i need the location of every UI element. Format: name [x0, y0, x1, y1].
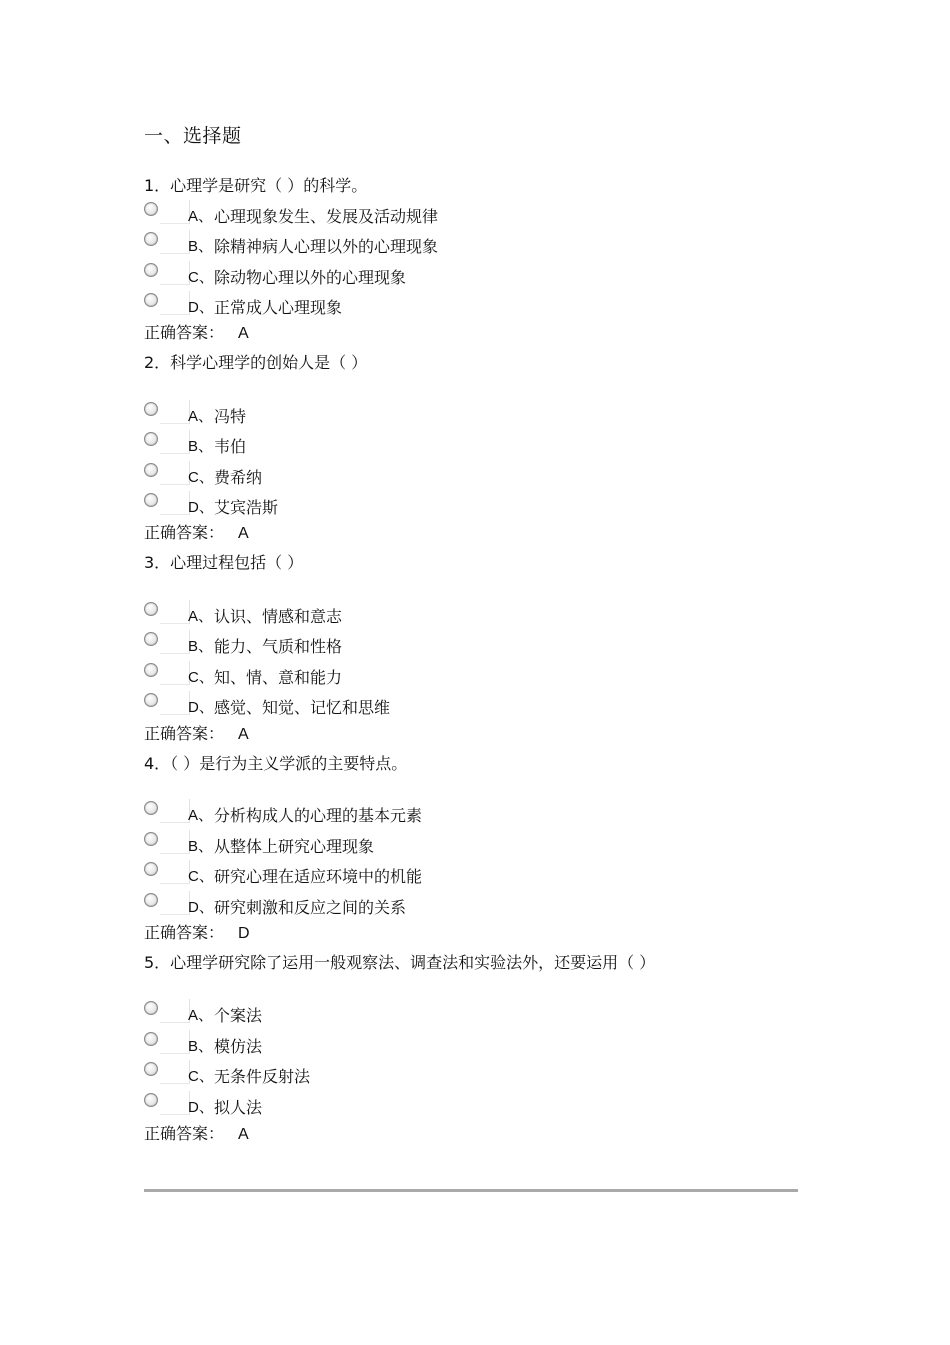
radio-button-icon[interactable] [144, 202, 158, 216]
option-text: 从整体上研究心理现象 [214, 837, 375, 856]
question-5-answer [144, 1121, 249, 1144]
section-title: 一、选择题 [144, 125, 242, 147]
question-5-option-a[interactable] [144, 999, 744, 1025]
option-text: 研究心理在适应环境中的机能 [214, 867, 423, 886]
radio-button-icon[interactable] [144, 602, 158, 616]
question-2-option-c[interactable] [144, 461, 744, 487]
option-letter: D、 [188, 699, 214, 716]
question-1-option-a[interactable] [144, 200, 744, 226]
option-letter: A、 [188, 807, 214, 824]
option-text: 正常成人心理现象 [214, 298, 343, 317]
option-letter: B、 [188, 438, 214, 455]
option-text: 认识、情感和意志 [214, 607, 343, 626]
question-2-text: 2．科学心理学的创始人是（ ） [144, 353, 368, 372]
question-1-option-b[interactable] [144, 230, 744, 256]
option-text: 知、情、意和能力 [214, 668, 343, 687]
horizontal-divider [144, 1189, 798, 1192]
option-text: 模仿法 [214, 1037, 263, 1056]
question-4-text: 4．（ ）是行为主义学派的主要特点。 [144, 754, 408, 773]
answer-value: A [238, 1126, 249, 1143]
option-letter: B、 [188, 238, 214, 255]
answer-value: A [238, 525, 249, 542]
question-5-option-c[interactable] [144, 1060, 744, 1086]
option-letter: C、 [188, 1068, 214, 1085]
question-3-option-a[interactable] [144, 600, 744, 626]
radio-button-icon[interactable] [144, 693, 158, 707]
option-letter: C、 [188, 669, 214, 686]
answer-label: 正确答案： [144, 724, 225, 743]
radio-button-icon[interactable] [144, 862, 158, 876]
question-4-option-d[interactable] [144, 891, 744, 917]
option-text: 心理现象发生、发展及活动规律 [214, 207, 439, 226]
option-text: 韦伯 [214, 437, 247, 456]
radio-button-icon[interactable] [144, 232, 158, 246]
option-letter: B、 [188, 638, 214, 655]
question-2-option-a[interactable] [144, 400, 744, 426]
radio-button-icon[interactable] [144, 832, 158, 846]
question-1-answer [144, 320, 249, 343]
question-2-option-b[interactable] [144, 430, 744, 456]
option-text: 拟人法 [214, 1098, 263, 1117]
radio-button-icon[interactable] [144, 432, 158, 446]
option-text: 无条件反射法 [214, 1067, 311, 1086]
option-text: 感觉、知觉、记忆和思维 [214, 698, 391, 717]
question-1-option-d[interactable] [144, 291, 744, 317]
radio-button-icon[interactable] [144, 1062, 158, 1076]
option-text: 费希纳 [214, 468, 263, 487]
question-1-option-c[interactable] [144, 261, 744, 287]
option-letter: D、 [188, 899, 214, 916]
answer-label: 正确答案： [144, 923, 225, 942]
option-text: 研究刺激和反应之间的关系 [214, 898, 407, 917]
question-5-text: 5．心理学研究除了运用一般观察法、调查法和实验法外，还要运用（ ） [144, 953, 656, 972]
question-3-option-d[interactable] [144, 691, 744, 717]
answer-label: 正确答案： [144, 523, 225, 542]
question-4-option-b[interactable] [144, 830, 744, 856]
answer-label: 正确答案： [144, 323, 225, 342]
option-text: 除动物心理以外的心理现象 [214, 268, 407, 287]
radio-button-icon[interactable] [144, 801, 158, 815]
radio-button-icon[interactable] [144, 402, 158, 416]
radio-button-icon[interactable] [144, 1001, 158, 1015]
radio-button-icon[interactable] [144, 463, 158, 477]
option-letter: A、 [188, 408, 214, 425]
question-4-answer [144, 920, 250, 943]
radio-button-icon[interactable] [144, 1093, 158, 1107]
option-letter: B、 [188, 1038, 214, 1055]
option-letter: B、 [188, 838, 214, 855]
option-letter: D、 [188, 299, 214, 316]
answer-label: 正确答案： [144, 1124, 225, 1143]
question-3-answer [144, 721, 249, 744]
radio-button-icon[interactable] [144, 263, 158, 277]
option-text: 除精神病人心理以外的心理现象 [214, 237, 439, 256]
option-text: 冯特 [214, 407, 247, 426]
option-letter: A、 [188, 208, 214, 225]
question-5-option-d[interactable] [144, 1091, 744, 1117]
option-text: 能力、气质和性格 [214, 637, 343, 656]
question-3-text: 3．心理过程包括（ ） [144, 553, 304, 572]
question-1-text: 1．心理学是研究（ ）的科学。 [144, 176, 368, 195]
radio-button-icon[interactable] [144, 632, 158, 646]
question-3-option-c[interactable] [144, 661, 744, 687]
radio-button-icon[interactable] [144, 493, 158, 507]
option-text: 个案法 [214, 1006, 263, 1025]
radio-button-icon[interactable] [144, 663, 158, 677]
option-letter: A、 [188, 1007, 214, 1024]
option-letter: C、 [188, 469, 214, 486]
answer-value: A [238, 325, 249, 342]
question-4-option-c[interactable] [144, 860, 744, 886]
radio-button-icon[interactable] [144, 293, 158, 307]
question-2-option-d[interactable] [144, 491, 744, 517]
radio-button-icon[interactable] [144, 1032, 158, 1046]
option-letter: C、 [188, 269, 214, 286]
option-letter: A、 [188, 608, 214, 625]
question-5-option-b[interactable] [144, 1030, 744, 1056]
option-text: 分析构成人的心理的基本元素 [214, 806, 423, 825]
option-letter: D、 [188, 1099, 214, 1116]
question-3-option-b[interactable] [144, 630, 744, 656]
question-2-answer [144, 520, 249, 543]
option-text: 艾宾浩斯 [214, 498, 279, 517]
option-letter: C、 [188, 868, 214, 885]
radio-button-icon[interactable] [144, 893, 158, 907]
answer-value: D [238, 925, 250, 942]
option-letter: D、 [188, 499, 214, 516]
answer-value: A [238, 726, 249, 743]
question-4-option-a[interactable] [144, 799, 744, 825]
